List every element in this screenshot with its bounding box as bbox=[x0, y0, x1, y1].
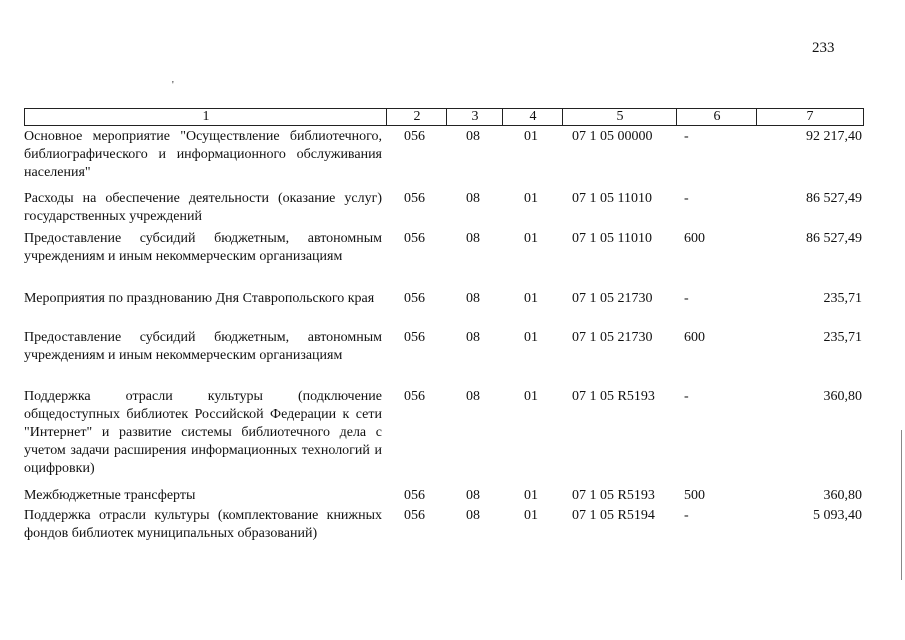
row-csr: 07 1 05 R5193 bbox=[572, 488, 655, 503]
row-vr: 600 bbox=[684, 231, 705, 246]
header-col-3: 3 bbox=[446, 108, 503, 126]
row-grbs: 056 bbox=[404, 231, 425, 246]
row-sum: 86 527,49 bbox=[806, 191, 862, 206]
row-pr: 01 bbox=[524, 508, 538, 523]
row-pr: 01 bbox=[524, 129, 538, 144]
row-csr: 07 1 05 R5194 bbox=[572, 508, 655, 523]
row-vr: - bbox=[684, 389, 689, 404]
table-header bbox=[24, 108, 864, 126]
row-rz: 08 bbox=[466, 488, 480, 503]
row-name: Основное мероприятие "Осуществление библиотечного, библиографического и информационного обслуживания населения" bbox=[24, 129, 382, 180]
row-pr: 01 bbox=[524, 389, 538, 404]
row-sum: 235,71 bbox=[823, 330, 862, 345]
stray-mark: ' bbox=[172, 80, 174, 91]
row-csr: 07 1 05 21730 bbox=[572, 330, 653, 345]
row-csr: 07 1 05 00000 bbox=[572, 129, 653, 144]
row-name: Поддержка отрасли культуры (подключение общедоступных библиотек Российской Федерации к сети "Интернет" и развитие системы библиотечного дела с учетом задачи расширения информационных технологий и оцифровки) bbox=[24, 389, 382, 476]
row-pr: 01 bbox=[524, 291, 538, 306]
row-grbs: 056 bbox=[404, 129, 425, 144]
row-csr: 07 1 05 R5193 bbox=[572, 389, 655, 404]
row-sum: 360,80 bbox=[823, 389, 862, 404]
row-grbs: 056 bbox=[404, 330, 425, 345]
row-pr: 01 bbox=[524, 191, 538, 206]
row-rz: 08 bbox=[466, 231, 480, 246]
row-pr: 01 bbox=[524, 488, 538, 503]
row-grbs: 056 bbox=[404, 488, 425, 503]
row-vr: - bbox=[684, 508, 689, 523]
row-rz: 08 bbox=[466, 129, 480, 144]
row-grbs: 056 bbox=[404, 191, 425, 206]
row-rz: 08 bbox=[466, 330, 480, 345]
row-name: Предоставление субсидий бюджетным, автономным учреждениям и иным некоммерческим организациям bbox=[24, 231, 382, 264]
row-sum: 5 093,40 bbox=[813, 508, 862, 523]
row-name: Поддержка отрасли культуры (комплектование книжных фондов библиотек муниципальных образований) bbox=[24, 508, 382, 541]
row-rz: 08 bbox=[466, 508, 480, 523]
row-sum: 86 527,49 bbox=[806, 231, 862, 246]
row-name: Предоставление субсидий бюджетным, автономным учреждениям и иным некоммерческим организациям bbox=[24, 330, 382, 363]
row-grbs: 056 bbox=[404, 291, 425, 306]
row-grbs: 056 bbox=[404, 389, 425, 404]
row-vr: - bbox=[684, 129, 689, 144]
row-rz: 08 bbox=[466, 191, 480, 206]
header-col-4: 4 bbox=[502, 108, 563, 126]
row-csr: 07 1 05 11010 bbox=[572, 191, 652, 206]
row-name: Мероприятия по празднованию Дня Ставропольского края bbox=[24, 291, 375, 306]
row-vr: 500 bbox=[684, 488, 705, 503]
row-name: Расходы на обеспечение деятельности (оказание услуг) государственных учреждений bbox=[24, 191, 382, 224]
header-col-5: 5 bbox=[562, 108, 677, 126]
row-sum: 235,71 bbox=[823, 291, 862, 306]
row-vr: 600 bbox=[684, 330, 705, 345]
row-sum: 360,80 bbox=[823, 488, 862, 503]
header-col-2: 2 bbox=[386, 108, 447, 126]
header-col-6: 6 bbox=[676, 108, 757, 126]
page-number: 233 bbox=[812, 40, 835, 56]
row-vr: - bbox=[684, 291, 689, 306]
row-sum: 92 217,40 bbox=[806, 129, 862, 144]
row-vr: - bbox=[684, 191, 689, 206]
header-col-7: 7 bbox=[756, 108, 864, 126]
row-rz: 08 bbox=[466, 291, 480, 306]
row-pr: 01 bbox=[524, 231, 538, 246]
row-grbs: 056 bbox=[404, 508, 425, 523]
row-csr: 07 1 05 11010 bbox=[572, 231, 652, 246]
row-rz: 08 bbox=[466, 389, 480, 404]
header-col-1: 1 bbox=[24, 108, 387, 126]
row-csr: 07 1 05 21730 bbox=[572, 291, 653, 306]
row-pr: 01 bbox=[524, 330, 538, 345]
row-name: Межбюджетные трансферты bbox=[24, 488, 196, 503]
page-edge-line bbox=[901, 430, 902, 580]
